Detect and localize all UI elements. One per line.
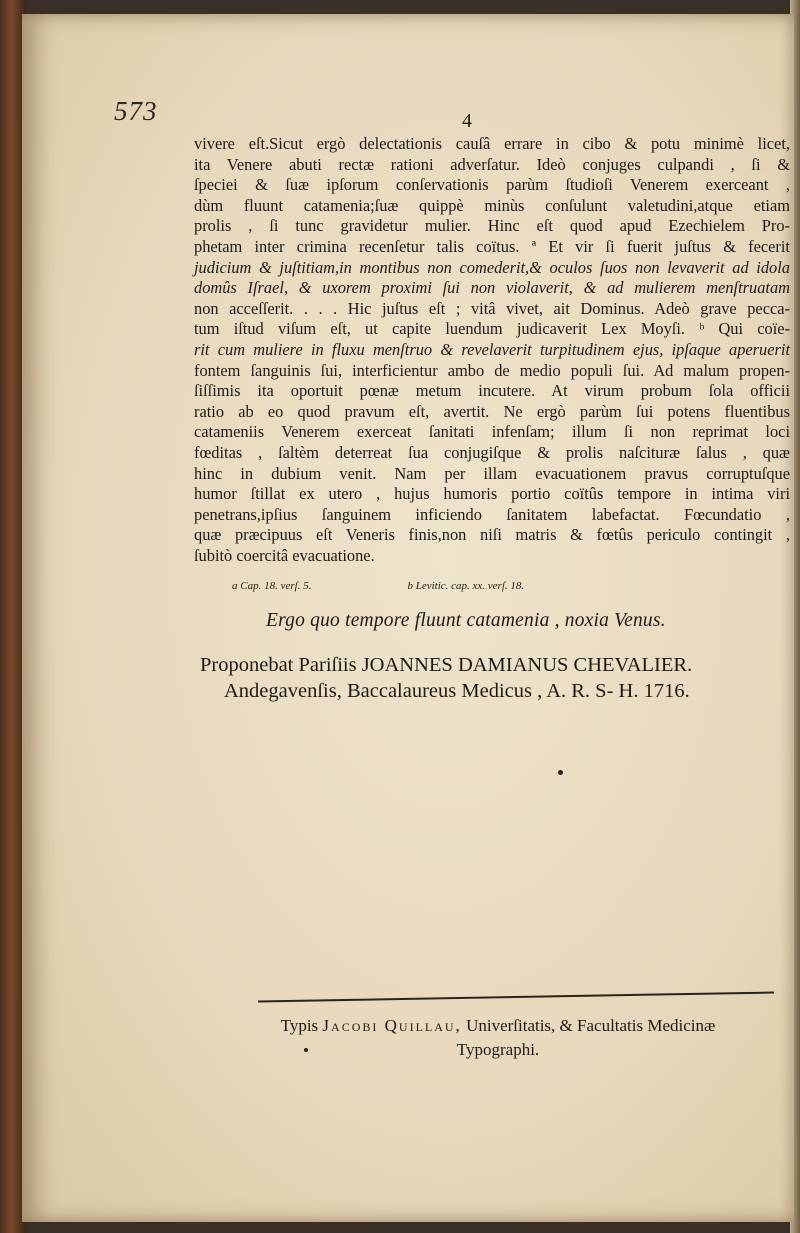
body-line: ſubitò coercitâ evacuatione. — [194, 545, 375, 565]
body-line: dùm fluunt catamenia;ſuæ quippè minùs conſulunt valetudini,atque etiam — [194, 195, 790, 215]
body-line: ſpeciei & ſuæ ipſorum conſervationis parùm ſtudioſi Venerem exerceant , — [194, 175, 790, 195]
imprint-line-2: Typographi. — [456, 1040, 540, 1059]
proponent-line-1: Proponebat Pariſiis JOANNES DAMIANUS CHEVALIER. — [200, 654, 693, 676]
book-page — [22, 14, 794, 1222]
body-text — [194, 134, 790, 566]
body-line: ratio ab eo quod pravum eſt, avertit. Ne ergò parùm ſui potens fluentibus — [194, 401, 790, 421]
body-line: tum iſtud viſum eſt, ut capite luendum judicaverit Lex Moyſi. ᵇ Qui coïe- — [194, 319, 790, 339]
body-line: humor ſtillat ex utero , hujus humoris portio coïtûs tempore in intima viri — [194, 484, 790, 504]
conclusion-statement: Ergo quo tempore fluunt catamenia , noxia Venus. — [266, 610, 666, 631]
body-line: fœditas , ſaltèm deterreat ſua conjugiſque & prolis naſcituræ ſalus , quæ — [194, 442, 790, 462]
body-line: rit cum muliere in fluxu menſtruo & revelaverit turpitudinem ejus, ipſaque aperuerit — [194, 339, 790, 359]
body-line: fontem ſanguinis ſui, interficientur ambo de medio populi ſui. Ad malum propen- — [194, 360, 790, 380]
body-line: quæ præcipuus eſt Veneris finis,non niſi matris & fœtûs periculo contingit , — [194, 525, 790, 545]
imprint-rest: Univerſitatis, & Facultatis Medicinæ — [466, 1016, 716, 1035]
body-line: phetam inter crimina recenſetur talis coïtus. ª Et vir ſi fuerit juſtus & fecerit — [194, 236, 790, 256]
footnote-a: a Cap. 18. verſ. 5. — [232, 580, 312, 592]
page-number: 4 — [462, 110, 472, 132]
body-line: vivere eſt.Sicut ergò delectationis cauſâ errare in cibo & potu minimè licet, — [194, 134, 790, 153]
body-line: catameniis Venerem exerceat ſanitati infenſam; illum ſi non reprimat loci — [194, 422, 790, 442]
footnotes — [232, 580, 652, 592]
footnote-b: b Levitic. cap. xx. verſ. 18. — [407, 580, 525, 592]
handwritten-folio-number: 573 — [114, 96, 158, 126]
body-line: ita Venere abuti rectæ rationi adverſatur. Ideò conjuges culpandi , ſi & — [194, 154, 790, 174]
body-line: non acceſſerit. . . . Hic juſtus eſt ; vitâ vivet, ait Dominus. Adeò grave pecca- — [194, 298, 790, 318]
imprint-prefix: Typis — [280, 1016, 319, 1035]
printer-imprint — [208, 1014, 788, 1062]
body-line: ſiſſimis ita oportuit pœnæ metum incutere. At virum probum ſola officii — [194, 381, 790, 401]
proponent-block — [200, 652, 760, 704]
body-line: penetrans,ipſius ſanguinem inficiendo ſanitatem labefactat. Fœcundatio , — [194, 504, 790, 524]
body-line: domûs Iſrael, & uxorem proximi ſui non violaverit, & ad mulierem menſtruatam — [194, 278, 790, 298]
proponent-line-2: Andegavenſis, Baccalaureus Medicus , A. R. S- H. 1716. — [224, 680, 690, 702]
printer-name: Jacobi Quillau, — [322, 1016, 462, 1035]
ink-speck — [558, 770, 563, 775]
horizontal-rule — [258, 991, 774, 1002]
body-line: prolis , ſi tunc gravidetur mulier. Hinc eſt quod apud Ezechielem Pro- — [194, 216, 790, 236]
body-line: hinc in dubium venit. Nam per illam evacuationem pravus corruptuſque — [194, 463, 790, 483]
body-line: judicium & juſtitiam,in montibus non comederit,& oculos ſuos non levaverit ad idola — [194, 257, 790, 277]
